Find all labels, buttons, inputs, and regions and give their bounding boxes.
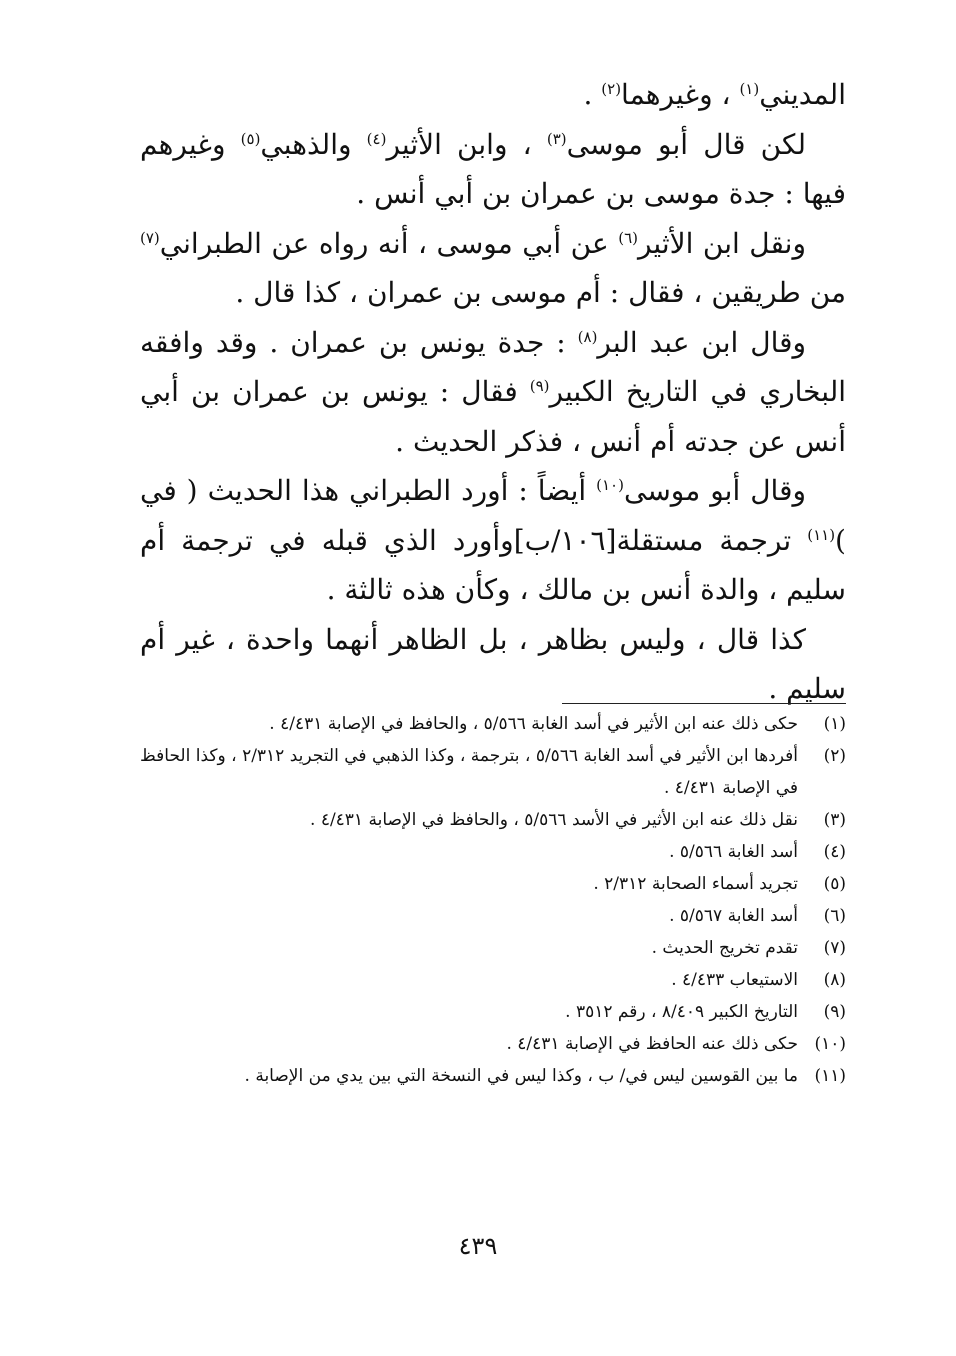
- footnote-text: حكى ذلك عنه ابن الأثير في أسد الغابة ٥/٥٦٦ ، والحافظ في الإصابة ٤/٤٣١ .: [269, 714, 798, 734]
- footnote-text: أسد الغابة ٥/٥٦٦ .: [669, 842, 798, 862]
- footnote-ref: (٤): [366, 129, 387, 148]
- paragraph: [140, 466, 846, 615]
- paragraph: [140, 120, 846, 219]
- footnote-text: أسد الغابة ٥/٥٦٧ .: [669, 906, 798, 926]
- footnote-ref: (٥): [240, 129, 261, 148]
- footnote-text: أفردها ابن الأثير في أسد الغابة ٥/٥٦٦ ، بترجمة ، وكذا الذهبي في التجريد ٢/٣١٢ ، وكذا الحافظ في الإصابة ٤/٤٣١ .: [140, 746, 798, 798]
- footnote-number: (٨): [823, 970, 846, 990]
- footnote-number: (٤): [823, 842, 846, 862]
- text-run: فقال : يونس بن عمران بن أبي أنس عن جدته أم أنس ، فذكر الحديث .: [140, 375, 846, 458]
- footnote-text: نقل ذلك عنه ابن الأثير في الأسد ٥/٥٦٦ ، والحافظ في الإصابة ٤/٤٣١ .: [310, 810, 798, 830]
- footnote-text: حكى ذلك عنه الحافظ في الإصابة ٤/٤٣١ .: [506, 1034, 798, 1054]
- text-run: وغيرهم فيها : جدة موسى بن عمران بن أبي أنس .: [140, 127, 846, 210]
- text-run: أيضاً : أورد الطبراني هذا الحديث ( في ): [140, 474, 846, 557]
- text-run: لكن قال أبو موسى: [566, 127, 806, 161]
- footnote-ref: (٩): [529, 377, 550, 395]
- footnote-ref: (١٠): [596, 476, 624, 494]
- text-run: ونقل ابن الأثير: [637, 226, 806, 260]
- paragraph: [140, 70, 846, 120]
- text-run: المديني: [759, 78, 846, 111]
- text-run: .: [583, 78, 602, 111]
- text-run: كذا قال ، وليس بظاهر ، بل الظاهر أنهما واحدة ، غير أم سليم .: [140, 622, 846, 705]
- footnote-ref: (٦): [618, 228, 638, 247]
- text-run: : جدة يونس بن عمران . وقد وافقه البخاري في التاريخ الكبير: [140, 325, 846, 408]
- text-run: وقال أبو موسى: [623, 474, 806, 507]
- paragraph: [140, 318, 846, 467]
- text-run: ، وابن الأثير: [386, 127, 547, 161]
- footnote-item: [140, 740, 846, 804]
- footnote-item: [140, 900, 846, 932]
- paragraph: [140, 615, 846, 714]
- footnote-ref: (١١): [807, 525, 836, 544]
- footnote-number: (٩): [823, 1002, 846, 1022]
- footnote-text: التاريخ الكبير ٨/٤٠٩ ، رقم ٣٥١٢ .: [565, 1002, 798, 1022]
- footnote-item: [140, 708, 846, 740]
- text-run: والذهبي: [260, 127, 367, 161]
- footnote-ref: (٧): [140, 228, 160, 247]
- text-run: عن أبي موسى ، أنه رواه عن الطبراني: [159, 226, 619, 260]
- footnote-item: [140, 1028, 846, 1060]
- footnote-number: (٦): [823, 906, 846, 926]
- footnote-item: [140, 964, 846, 996]
- text-run: ، وغيرهما: [621, 78, 740, 111]
- footnote-item: [140, 804, 846, 836]
- footnote-number: (١): [823, 714, 846, 734]
- footnote-text: ما بين القوسين ليس في/ ب ، وكذا ليس في النسخة التي بين يدي من الإصابة .: [244, 1066, 798, 1086]
- footnote-ref: (٢): [601, 80, 622, 98]
- footnote-item: [140, 868, 846, 900]
- page-number: ٤٣٩: [458, 1232, 498, 1260]
- footnotes: [140, 708, 846, 1092]
- text-run: وقال ابن عبد البر: [597, 325, 807, 359]
- text-run: ترجمة مستقلة[١٠٦/ب]وأورد الذي قبله في ترجمة أم سليم ، والدة أنس بن مالك ، وكأن هذه ثالثة .: [140, 523, 846, 606]
- text-run: من طريقين ، فقال : أم موسى بن عمران ، كذا قال .: [235, 276, 846, 309]
- footnote-number: (١٠): [814, 1034, 846, 1054]
- footnote-item: [140, 996, 846, 1028]
- footnote-separator: [562, 703, 846, 704]
- footnote-item: [140, 932, 846, 964]
- footnote-ref: (١): [739, 80, 760, 98]
- footnote-item: [140, 836, 846, 868]
- footnote-item: [140, 1060, 846, 1092]
- footnote-ref: (٣): [546, 129, 567, 148]
- footnote-text: تجريد أسماء الصحابة ٢/٣١٢ .: [593, 874, 798, 894]
- footnote-number: (٧): [823, 938, 846, 958]
- footnote-text: تقدم تخريج الحديث .: [651, 938, 798, 958]
- paragraph: [140, 219, 846, 318]
- main-text: [140, 70, 846, 714]
- footnote-number: (٢): [823, 746, 846, 766]
- footnote-number: (١١): [814, 1066, 846, 1086]
- footnote-ref: (٨): [577, 327, 598, 346]
- footnote-text: الاستيعاب ٤/٤٣٣ .: [671, 970, 798, 990]
- footnote-number: (٣): [823, 810, 846, 830]
- footnote-number: (٥): [823, 874, 846, 894]
